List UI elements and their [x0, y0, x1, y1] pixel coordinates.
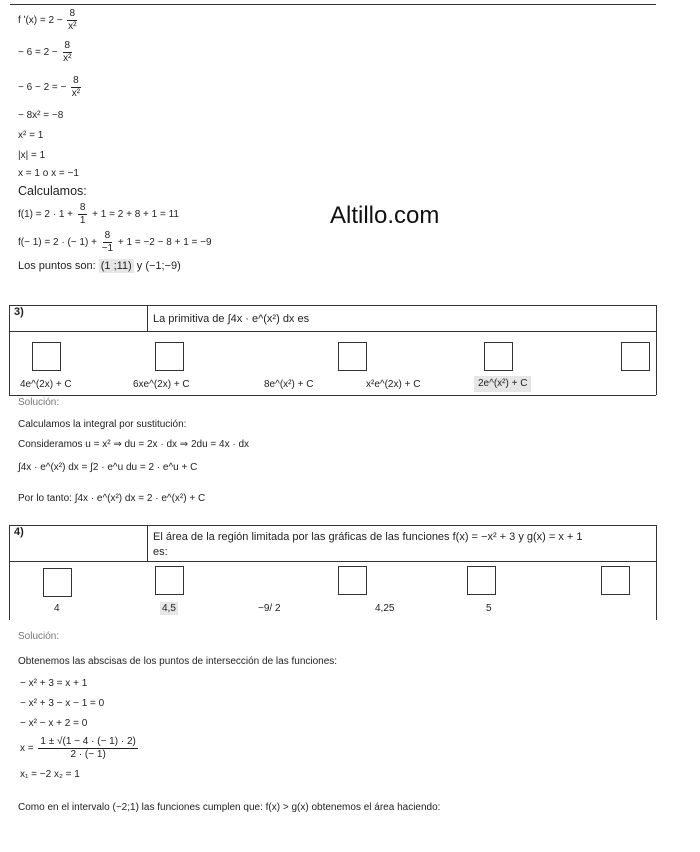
watermark: Altillo.com [330, 202, 440, 229]
option-checkbox[interactable] [621, 342, 650, 371]
numerator: 8 [69, 8, 76, 19]
divider [10, 4, 656, 5]
equation-line: x² = 1 [18, 130, 44, 141]
denominator: −1 [101, 243, 114, 254]
numerator: 8 [73, 75, 79, 86]
numerator: 1 ± √(1 − 4 · (− 1) · 2) [40, 736, 136, 747]
option-label: 4 [54, 603, 60, 614]
option-checkbox[interactable] [467, 566, 496, 595]
solution-line: Obtenemos las abscisas de los puntos de intersección de las funciones: [18, 656, 338, 667]
option-label: x²e^(2x) + C [366, 379, 421, 390]
denominator: 2 · (− 1) [70, 749, 106, 760]
eq-text: f(1) = 2 · 1 + [18, 209, 76, 221]
eq-text: f ʹ(x) = 2 − [18, 15, 66, 27]
question-number: 4) [14, 526, 24, 538]
question-text: La primitiva de ∫4x · e^(x²) dx es [153, 313, 310, 325]
point-highlighted: (1 ;11) [100, 260, 132, 272]
equation-derivative [18, 8, 79, 33]
option-checkbox[interactable] [155, 566, 184, 595]
option-label-selected: 4,5 [162, 603, 176, 614]
option-checkbox[interactable] [338, 566, 367, 595]
option-label: 5 [486, 603, 492, 614]
option-checkbox[interactable] [484, 342, 513, 371]
option-checkbox[interactable] [43, 568, 72, 597]
option-label: 4e^(2x) + C [20, 379, 72, 390]
eq-text: + 1 = 2 + 8 + 1 = 11 [89, 209, 179, 221]
equation-line: − x² + 3 = x + 1 [20, 678, 88, 689]
equation-line [18, 75, 83, 100]
equation-line: |x| = 1 [18, 150, 46, 161]
eq-text: − 6 = 2 − [18, 47, 61, 59]
eq-text: f(− 1) = 2 · (− 1) + [18, 237, 100, 249]
option-checkbox[interactable] [601, 566, 630, 595]
points-line [18, 260, 181, 272]
option-label: −9/ 2 [258, 603, 281, 614]
solution-heading: Solución: [18, 397, 60, 408]
numerator: 8 [79, 202, 86, 213]
equation-line [18, 40, 74, 65]
question-number: 3) [14, 306, 24, 318]
denominator: x² [68, 21, 77, 32]
denominator: 1 [79, 215, 86, 226]
eq-text: x = [20, 743, 37, 755]
option-checkbox[interactable] [32, 342, 61, 371]
solution-line: Calculamos la integral por sustitución: [18, 419, 187, 430]
solution-line: Consideramos u = x² ⇒ du = 2x · dx ⇒ 2du = 4x · dx [18, 439, 250, 450]
option-label: 8e^(x²) + C [264, 379, 314, 390]
numerator: 8 [104, 230, 111, 241]
denominator: x² [63, 53, 72, 64]
equation-line: x = 1 o x = −1 [18, 168, 79, 179]
question-text: El área de la región limitada por las gráficas de las funciones f(x) = −x² + 3 y g(x) = x + 1 [153, 531, 583, 543]
equation-line: − 8x² = −8 [18, 110, 64, 121]
eq-text: + 1 = −2 − 8 + 1 = −9 [115, 237, 212, 249]
points-label: Los puntos son: [18, 260, 99, 272]
option-label: 4,25 [375, 603, 395, 614]
equation-line: − x² − x + 2 = 0 [20, 718, 88, 729]
equation-quadratic [20, 736, 140, 761]
question-text-cont: es: [153, 546, 168, 558]
solution-line: Por lo tanto: ∫4x · e^(x²) dx = 2 · e^(x²) + C [18, 493, 206, 504]
numerator: 8 [64, 40, 71, 51]
equation-fm1 [18, 230, 212, 255]
solution-heading: Solución: [18, 631, 60, 642]
point: (−1;−9) [145, 260, 181, 272]
option-label: 6xe^(2x) + C [133, 379, 190, 390]
denominator: x² [71, 88, 81, 99]
conjunction: y [133, 260, 146, 272]
eq-text: − 6 − 2 = − [18, 82, 70, 94]
solution-line: ∫4x · e^(x²) dx = ∫2 · e^u du = 2 · e^u + C [18, 462, 198, 473]
calculamos-heading: Calculamos: [18, 184, 87, 198]
option-checkbox[interactable] [338, 342, 367, 371]
solution-line: Como en el intervalo (−2;1) las funciones cumplen que: f(x) > g(x) obtenemos el área haciendo: [18, 802, 441, 813]
equation-f1 [18, 202, 179, 227]
option-label-selected: 2e^(x²) + C [474, 376, 531, 392]
equation-line: − x² + 3 − x − 1 = 0 [20, 698, 105, 709]
equation-roots: x₁ = −2 x₂ = 1 [20, 769, 80, 780]
option-checkbox[interactable] [155, 342, 184, 371]
